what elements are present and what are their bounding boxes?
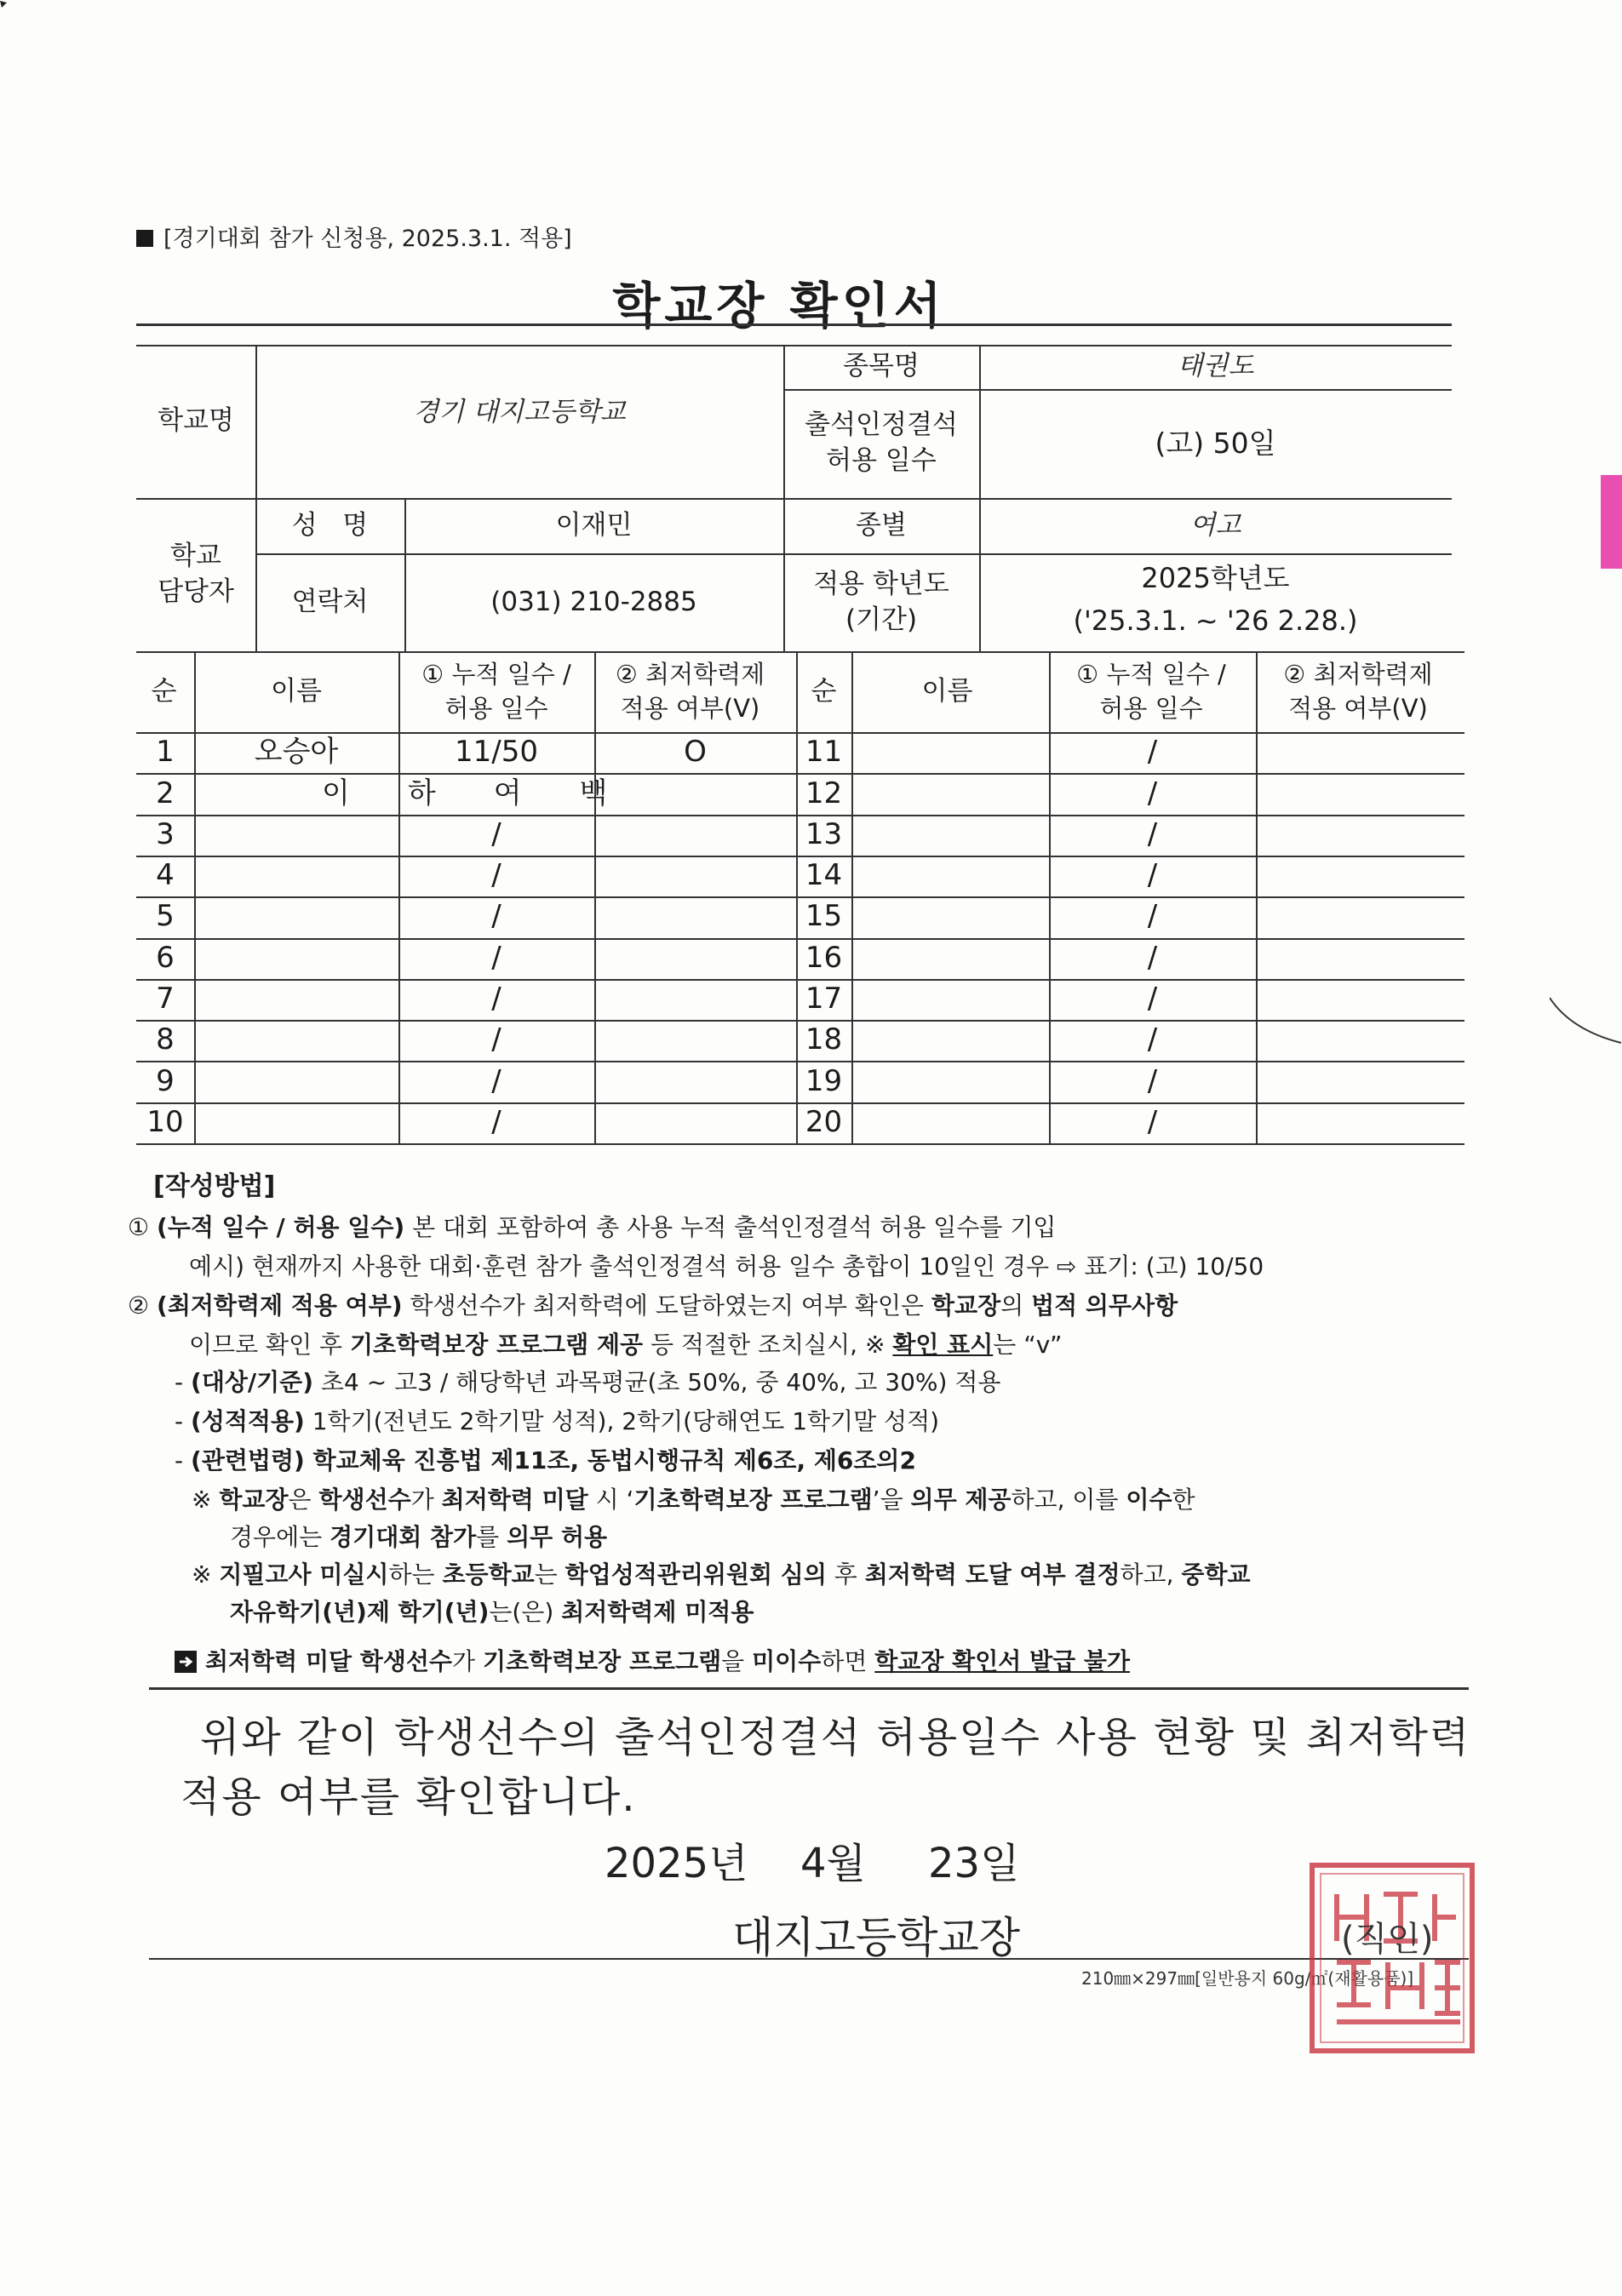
absence-days-label: 출석인정결석 허용 일수 [805, 409, 958, 476]
school-year-value: 2025학년도 [1141, 562, 1290, 595]
row-number: 16 [805, 940, 843, 975]
method-title: [작성방법] [153, 1171, 276, 1201]
row-student-name [194, 1061, 398, 1102]
row-student-name [194, 1020, 398, 1061]
row-number: 17 [805, 982, 843, 1016]
row-student-name [851, 896, 1049, 937]
row-number: 11 [805, 735, 843, 770]
row-check [1256, 856, 1464, 896]
row-days: / [1147, 816, 1158, 851]
row-student-name [194, 896, 398, 937]
school-year-period: ('25.3.1. ~ '26 2.28.) [1073, 604, 1358, 638]
row-days: / [1147, 1063, 1158, 1098]
pen-stroke [1550, 996, 1622, 1051]
row-number: 18 [805, 1022, 843, 1057]
confirm-line-1: 위와 같이 학생선수의 출석인정결석 허용일수 사용 현황 및 최저학력 [200, 1714, 1471, 1761]
row-check [594, 1061, 796, 1102]
row-check [594, 1102, 796, 1143]
contact-group-label: 학교 담당자 [158, 541, 234, 607]
row-number: 15 [805, 899, 843, 934]
bottom-rule [149, 1958, 1469, 1960]
table-header-no-left: 순 [151, 675, 177, 707]
row-days: / [491, 899, 502, 934]
table-header-days-right: ① 누적 일수 / 허용 일수 [1076, 660, 1226, 723]
sport-label: 종목명 [843, 351, 920, 382]
table-header-days-left: ① 누적 일수 / 허용 일수 [421, 660, 571, 723]
confirm-line-2: 적용 여부를 확인합니다. [181, 1773, 637, 1821]
method-line-5: - (대상/기준) 초4 ~ 고3 / 해당학년 과목평균(초 50%, 중 40%, 고 30%) 적용 [175, 1368, 1001, 1396]
row-number: 6 [156, 940, 175, 975]
date-day: 23일 [928, 1840, 1020, 1887]
row-check [1256, 1102, 1464, 1143]
method-line-11: 자유학기(년)제 학기(년)는(은) 최저학력제 미적용 [230, 1598, 754, 1626]
principal-name: 대지고등학교장 [732, 1913, 1021, 1962]
phone-value: (031) 210-2885 [490, 586, 697, 617]
row-number: 8 [156, 1022, 175, 1057]
contact-name-value: 이재민 [555, 509, 633, 541]
row-student-name [194, 1102, 398, 1143]
division-label: 종별 [856, 509, 907, 541]
method-line-2: 예시) 현재까지 사용한 대회·훈련 참가 출석인정결석 허용 일수 총합이 10일인 경우 ⇨ 표기: (고) 10/50 [189, 1252, 1264, 1280]
row-days: / [491, 1063, 502, 1098]
row-student-name: 오승아 [254, 735, 339, 770]
table-header-name-right: 이름 [921, 675, 973, 707]
row-check [594, 896, 796, 937]
scan-corner-mark [0, 0, 12, 12]
row-days: / [1147, 1022, 1158, 1057]
row-number: 5 [156, 899, 175, 934]
row-days: / [491, 816, 502, 851]
row-number: 3 [156, 816, 175, 851]
row-student-name [851, 1102, 1049, 1143]
row-student-name [851, 938, 1049, 979]
row-days: / [1147, 1104, 1158, 1139]
row-student-name [851, 815, 1049, 856]
row-check [594, 938, 796, 979]
row-number: 2 [156, 776, 175, 810]
school-year-cell [979, 553, 1452, 651]
row-number: 4 [156, 858, 175, 893]
row-check [594, 815, 796, 856]
row-days: / [1147, 735, 1158, 770]
seal-label: (직인) [1341, 1920, 1434, 1959]
row-days: / [1147, 899, 1158, 934]
row-days: / [491, 1104, 502, 1139]
document-title: 학교장 확인서 [612, 277, 946, 335]
method-line-9: 경우에는 경기대회 참가를 의무 허용 [230, 1523, 608, 1551]
table-header-name-left: 이름 [271, 675, 322, 707]
row-student-name [851, 773, 1049, 814]
row-number: 13 [805, 816, 843, 851]
row-number: 10 [146, 1104, 184, 1139]
row-check [1256, 896, 1464, 937]
row-days: 11/50 [455, 735, 538, 770]
method-line-10: ※ 지필고사 미실시하는 초등학교는 학업성적관리위원회 심의 후 최저학력 도달 여부 결정하고, 중학교 [192, 1560, 1251, 1589]
row-student-name [194, 979, 398, 1020]
table-header-no-right: 순 [811, 675, 837, 707]
row-check [594, 1020, 796, 1061]
row-check [1256, 979, 1464, 1020]
row-days: / [491, 940, 502, 975]
row-student-name [851, 979, 1049, 1020]
school-label: 학교명 [158, 405, 234, 437]
row-days: / [491, 982, 502, 1016]
row-student-name [851, 1020, 1049, 1061]
row-number: 7 [156, 982, 175, 1016]
absence-days-value: (고) 50일 [1155, 426, 1276, 460]
row-number: 20 [805, 1104, 843, 1139]
row-days: / [1147, 858, 1158, 893]
row-check [1256, 938, 1464, 979]
date-month: 4월 [800, 1840, 866, 1887]
method-line-1: ① (누적 일수 / 허용 일수) 본 대회 포함하여 총 사용 누적 출석인정결석 허용 일수를 기입 [128, 1213, 1057, 1241]
row-number: 14 [805, 858, 843, 893]
square-bullet-icon [136, 230, 153, 247]
row-check: O [684, 735, 707, 770]
school-year-label: 적용 학년도 (기간) [813, 568, 949, 635]
row-check [1256, 1020, 1464, 1061]
date-year: 2025년 [605, 1840, 748, 1887]
pen-mark [1601, 475, 1622, 569]
table-header-check-left: ② 최저학력제 적용 여부(V) [615, 660, 765, 723]
row-days: / [491, 858, 502, 893]
row-check [1256, 773, 1464, 814]
divider-line [149, 1687, 1469, 1690]
row-check [594, 856, 796, 896]
row-number: 19 [805, 1063, 843, 1098]
row-student-name [851, 1061, 1049, 1102]
method-line-3: ② (최저학력제 적용 여부) 학생선수가 최저학력에 도달하였는지 여부 확인은 학교장의 법적 의무사항 [128, 1291, 1178, 1320]
table-rule [136, 1143, 1464, 1145]
row-days: / [491, 1022, 502, 1057]
row-student-name [851, 732, 1049, 773]
paper-spec-note: 210㎜×297㎜[일반용지 60g/㎡(재활용품)] [1081, 1968, 1414, 1989]
row-check [594, 979, 796, 1020]
school-value: 경기 대지고등학교 [413, 397, 626, 428]
document-tag: [경기대회 참가 신청용, 2025.3.1. 적용] [136, 220, 572, 253]
row-student-name [194, 815, 398, 856]
method-line-12: 최저학력 미달 학생선수가 기초학력보장 프로그램을 미이수하면 학교장 확인서 발급 불가 [175, 1643, 1130, 1677]
sport-value: 태권도 [1177, 351, 1254, 382]
phone-label: 연락처 [291, 586, 369, 617]
row-check [1256, 1061, 1464, 1102]
contact-name-label: 성 명 [291, 509, 369, 541]
division-value: 여고 [1189, 509, 1241, 541]
row-student-name [851, 856, 1049, 896]
row-days [398, 773, 594, 814]
method-line-8: ※ 학교장은 학생선수가 최저학력 미달 시 ‘기초학력보장 프로그램’을 의무 제공하고, 이를 이수한 [192, 1486, 1195, 1514]
row-days: / [1147, 940, 1158, 975]
row-number: 12 [805, 776, 843, 810]
method-line-7: - (관련법령) 학교체육 진흥법 제11조, 동법시행규칙 제6조, 제6조의2 [175, 1446, 916, 1474]
row-number: 1 [156, 735, 175, 770]
row-days: / [1147, 982, 1158, 1016]
row-student-name: 이 하 여 백 [322, 776, 608, 810]
row-days: / [1147, 776, 1158, 810]
table-header-check-right: ② 최저학력제 적용 여부(V) [1283, 660, 1433, 723]
arrow-box-icon [175, 1651, 197, 1673]
row-check [1256, 815, 1464, 856]
method-line-6: - (성적적용) 1학기(전년도 2학기말 성적), 2학기(당해연도 1학기말 성적) [175, 1407, 940, 1435]
row-check [1256, 732, 1464, 773]
row-check [594, 773, 796, 814]
method-line-4: 이므로 확인 후 기초학력보장 프로그램 제공 등 적절한 조치실시, ※ 확인 표시는 “v” [189, 1331, 1063, 1359]
row-student-name [194, 856, 398, 896]
row-number: 9 [156, 1063, 175, 1098]
row-student-name [194, 938, 398, 979]
